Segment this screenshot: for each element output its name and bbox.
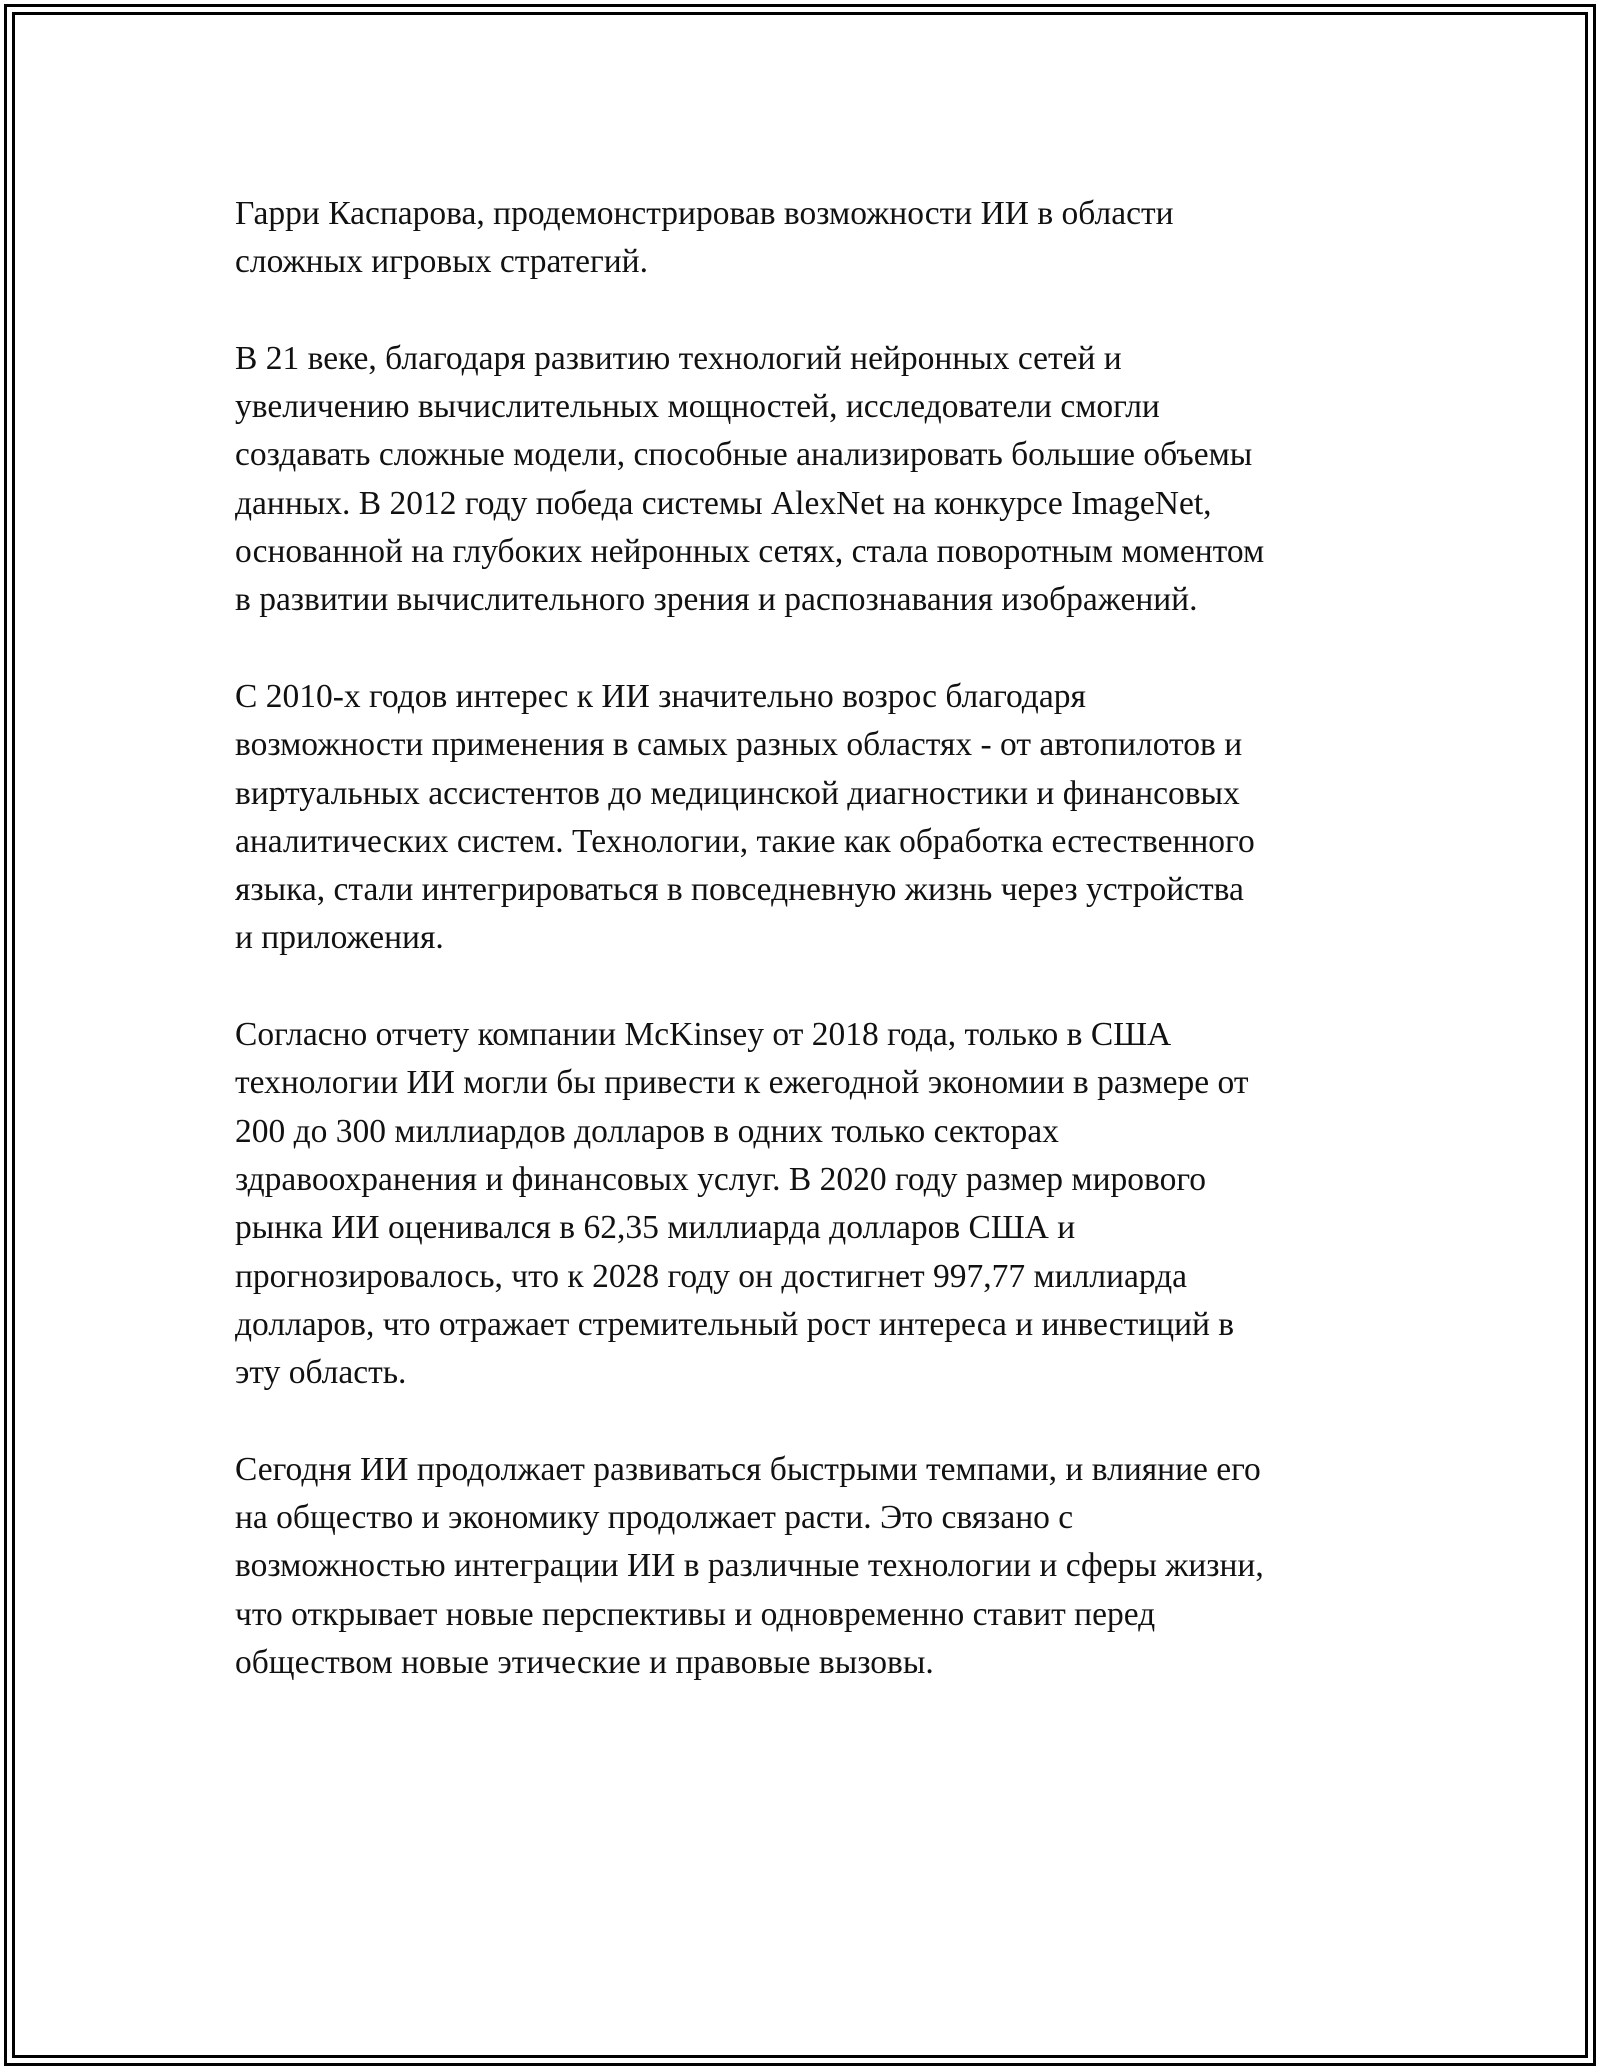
text-line: 200 до 300 миллиардов долларов в одних только секторах <box>235 1112 1059 1150</box>
text-line: что открывает новые перспективы и одновременно ставит перед <box>235 1595 1156 1633</box>
text-line: технологии ИИ могли бы привести к ежегодной экономии в размере от <box>235 1064 1249 1102</box>
text-line: Согласно отчету компании McKinsey от 2018 года, только в США <box>235 1016 1172 1054</box>
text-line: увеличению вычислительных мощностей, исследователи смогли <box>235 388 1160 426</box>
text-line: сложных игровых стратегий. <box>235 243 648 281</box>
text-line: обществом новые этические и правовые вызовы. <box>235 1643 934 1681</box>
document-body <box>235 190 1380 1687</box>
text-line: языка, стали интегрироваться в повседневную жизнь через устройства <box>235 871 1244 909</box>
text-line: здравоохранения и финансовых услуг. В 2020 году размер мирового <box>235 1160 1207 1198</box>
text-line: возможностью интеграции ИИ в различные технологии и сферы жизни, <box>235 1547 1264 1585</box>
text-line: основанной на глубоких нейронных сетях, стала поворотным моментом <box>235 533 1265 571</box>
text-line: эту область. <box>235 1354 407 1392</box>
text-line: прогнозировалось, что к 2028 году он достигнет 997,77 миллиарда <box>235 1257 1188 1295</box>
paragraph-neural-networks <box>235 335 1380 625</box>
text-line: рынка ИИ оценивался в 62,35 миллиарда долларов США и <box>235 1209 1076 1247</box>
text-line: аналитических систем. Технологии, такие как обработка естественного <box>235 822 1255 860</box>
text-line: виртуальных ассистентов до медицинской диагностики и финансовых <box>235 774 1240 812</box>
text-line: данных. В 2012 году победа системы AlexNet на конкурсе ImageNet, <box>235 484 1212 522</box>
text-line: и приложения. <box>235 919 444 957</box>
text-line: В 21 веке, благодаря развитию технологий нейронных сетей и <box>235 339 1122 377</box>
text-line: в развитии вычислительного зрения и распознавания изображений. <box>235 581 1198 619</box>
paragraph-applications <box>235 673 1380 963</box>
text-line: на общество и экономику продолжает расти. Это связано с <box>235 1499 1074 1537</box>
text-line: создавать сложные модели, способные анализировать большие объемы <box>235 436 1253 474</box>
text-line: Гарри Каспарова, продемонстрировав возможности ИИ в области <box>235 195 1174 232</box>
paragraph-kasparov <box>235 190 1380 287</box>
text-line: Сегодня ИИ продолжает развиваться быстрыми темпами, и влияние его <box>235 1450 1261 1488</box>
text-line: возможности применения в самых разных областях - от автопилотов и <box>235 726 1243 764</box>
text-line: долларов, что отражает стремительный рост интереса и инвестиций в <box>235 1305 1235 1343</box>
paragraph-mckinsey-report <box>235 1011 1380 1397</box>
text-line: С 2010-х годов интерес к ИИ значительно возрос благодаря <box>235 677 1086 715</box>
paragraph-today <box>235 1446 1380 1687</box>
